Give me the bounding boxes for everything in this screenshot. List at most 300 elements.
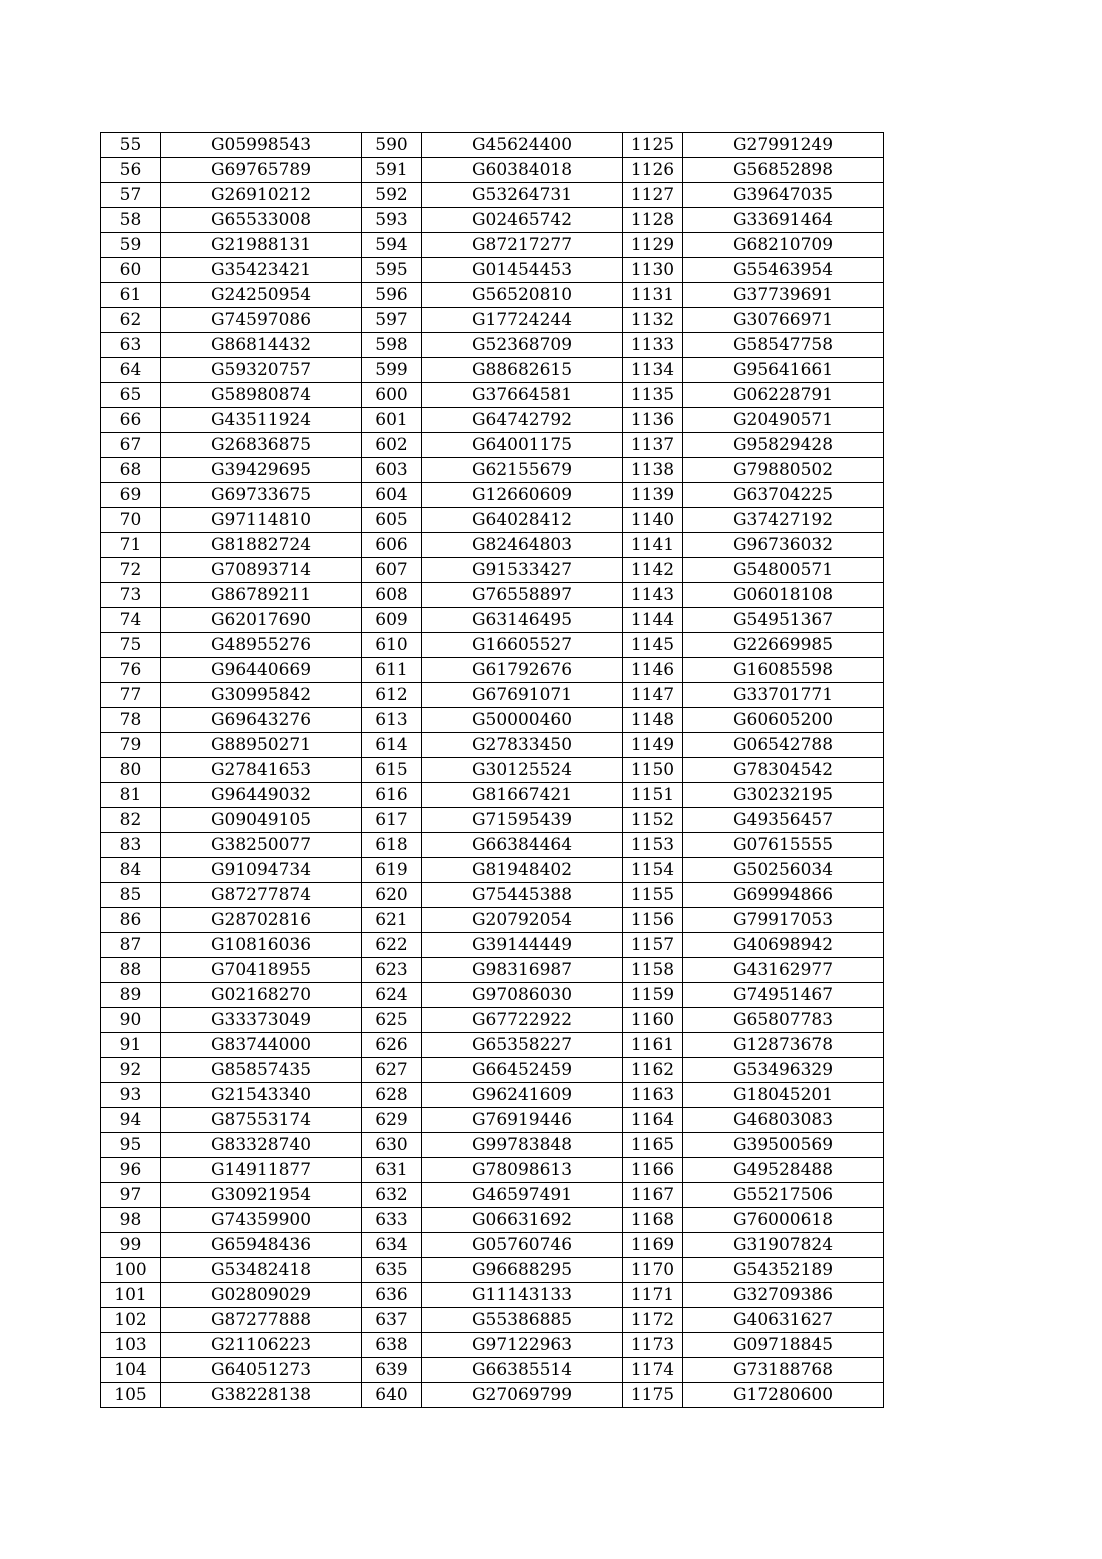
row-number-cell: 78 <box>101 708 161 733</box>
row-number-cell: 72 <box>101 558 161 583</box>
row-number-cell: 58 <box>101 208 161 233</box>
table-row <box>101 508 884 533</box>
row-number-cell: 99 <box>101 1233 161 1258</box>
row-number-cell: 637 <box>362 1308 422 1333</box>
row-number-cell: 1136 <box>623 408 683 433</box>
table-row <box>101 183 884 208</box>
row-number-cell: 633 <box>362 1208 422 1233</box>
code-cell: G02809029 <box>161 1283 362 1308</box>
row-number-cell: 66 <box>101 408 161 433</box>
code-cell: G37664581 <box>422 383 623 408</box>
code-cell: G74951467 <box>683 983 884 1008</box>
code-cell: G66384464 <box>422 833 623 858</box>
code-cell: G78304542 <box>683 758 884 783</box>
row-number-cell: 591 <box>362 158 422 183</box>
row-number-cell: 594 <box>362 233 422 258</box>
row-number-cell: 60 <box>101 258 161 283</box>
code-cell: G56852898 <box>683 158 884 183</box>
table-row <box>101 758 884 783</box>
row-number-cell: 605 <box>362 508 422 533</box>
row-number-cell: 61 <box>101 283 161 308</box>
code-cell: G81882724 <box>161 533 362 558</box>
table-row <box>101 1183 884 1208</box>
row-number-cell: 101 <box>101 1283 161 1308</box>
code-cell: G87217277 <box>422 233 623 258</box>
table-row <box>101 558 884 583</box>
code-cell: G96440669 <box>161 658 362 683</box>
code-cell: G21106223 <box>161 1333 362 1358</box>
row-number-cell: 606 <box>362 533 422 558</box>
table-row <box>101 808 884 833</box>
row-number-cell: 80 <box>101 758 161 783</box>
code-cell: G48955276 <box>161 633 362 658</box>
code-cell: G09718845 <box>683 1333 884 1358</box>
table-row <box>101 1033 884 1058</box>
row-number-cell: 596 <box>362 283 422 308</box>
row-number-cell: 618 <box>362 833 422 858</box>
table-row <box>101 1383 884 1408</box>
row-number-cell: 1161 <box>623 1033 683 1058</box>
row-number-cell: 602 <box>362 433 422 458</box>
code-cell: G97114810 <box>161 508 362 533</box>
code-cell: G49356457 <box>683 808 884 833</box>
row-number-cell: 640 <box>362 1383 422 1408</box>
row-number-cell: 1155 <box>623 883 683 908</box>
row-number-cell: 1149 <box>623 733 683 758</box>
row-number-cell: 96 <box>101 1158 161 1183</box>
row-number-cell: 92 <box>101 1058 161 1083</box>
row-number-cell: 1166 <box>623 1158 683 1183</box>
table-row <box>101 358 884 383</box>
table-body <box>101 133 884 1408</box>
code-cell: G27833450 <box>422 733 623 758</box>
code-cell: G30995842 <box>161 683 362 708</box>
row-number-cell: 601 <box>362 408 422 433</box>
code-cell: G69643276 <box>161 708 362 733</box>
code-cell: G31907824 <box>683 1233 884 1258</box>
code-cell: G78098613 <box>422 1158 623 1183</box>
row-number-cell: 57 <box>101 183 161 208</box>
row-number-cell: 597 <box>362 308 422 333</box>
row-number-cell: 1132 <box>623 308 683 333</box>
code-cell: G88950271 <box>161 733 362 758</box>
row-number-cell: 613 <box>362 708 422 733</box>
table-row <box>101 883 884 908</box>
code-cell: G83744000 <box>161 1033 362 1058</box>
code-cell: G28702816 <box>161 908 362 933</box>
row-number-cell: 1168 <box>623 1208 683 1233</box>
row-number-cell: 90 <box>101 1008 161 1033</box>
code-cell: G16605527 <box>422 633 623 658</box>
table-row <box>101 958 884 983</box>
data-table <box>100 132 884 1408</box>
code-cell: G88682615 <box>422 358 623 383</box>
code-cell: G69765789 <box>161 158 362 183</box>
row-number-cell: 71 <box>101 533 161 558</box>
table-row <box>101 308 884 333</box>
code-cell: G06542788 <box>683 733 884 758</box>
code-cell: G97086030 <box>422 983 623 1008</box>
code-cell: G06018108 <box>683 583 884 608</box>
code-cell: G65948436 <box>161 1233 362 1258</box>
row-number-cell: 91 <box>101 1033 161 1058</box>
row-number-cell: 600 <box>362 383 422 408</box>
code-cell: G82464803 <box>422 533 623 558</box>
code-cell: G05760746 <box>422 1233 623 1258</box>
row-number-cell: 624 <box>362 983 422 1008</box>
row-number-cell: 1175 <box>623 1383 683 1408</box>
code-cell: G66452459 <box>422 1058 623 1083</box>
code-cell: G50256034 <box>683 858 884 883</box>
code-cell: G79917053 <box>683 908 884 933</box>
code-cell: G69994866 <box>683 883 884 908</box>
row-number-cell: 593 <box>362 208 422 233</box>
code-cell: G43162977 <box>683 958 884 983</box>
code-cell: G96449032 <box>161 783 362 808</box>
code-cell: G53496329 <box>683 1058 884 1083</box>
row-number-cell: 603 <box>362 458 422 483</box>
row-number-cell: 1125 <box>623 133 683 158</box>
code-cell: G74359900 <box>161 1208 362 1233</box>
row-number-cell: 632 <box>362 1183 422 1208</box>
row-number-cell: 638 <box>362 1333 422 1358</box>
code-cell: G02168270 <box>161 983 362 1008</box>
code-cell: G55217506 <box>683 1183 884 1208</box>
code-cell: G07615555 <box>683 833 884 858</box>
code-cell: G70418955 <box>161 958 362 983</box>
row-number-cell: 86 <box>101 908 161 933</box>
code-cell: G55463954 <box>683 258 884 283</box>
code-cell: G60605200 <box>683 708 884 733</box>
code-cell: G16085598 <box>683 658 884 683</box>
row-number-cell: 611 <box>362 658 422 683</box>
row-number-cell: 75 <box>101 633 161 658</box>
table-row <box>101 1308 884 1333</box>
code-cell: G12660609 <box>422 483 623 508</box>
code-cell: G62017690 <box>161 608 362 633</box>
code-cell: G30921954 <box>161 1183 362 1208</box>
row-number-cell: 629 <box>362 1108 422 1133</box>
row-number-cell: 56 <box>101 158 161 183</box>
row-number-cell: 614 <box>362 733 422 758</box>
row-number-cell: 1147 <box>623 683 683 708</box>
row-number-cell: 609 <box>362 608 422 633</box>
code-cell: G67722922 <box>422 1008 623 1033</box>
code-cell: G65533008 <box>161 208 362 233</box>
row-number-cell: 610 <box>362 633 422 658</box>
code-cell: G10816036 <box>161 933 362 958</box>
code-cell: G33373049 <box>161 1008 362 1033</box>
row-number-cell: 621 <box>362 908 422 933</box>
code-cell: G97122963 <box>422 1333 623 1358</box>
table-row <box>101 1008 884 1033</box>
row-number-cell: 634 <box>362 1233 422 1258</box>
row-number-cell: 1159 <box>623 983 683 1008</box>
code-cell: G37427192 <box>683 508 884 533</box>
table-row <box>101 533 884 558</box>
row-number-cell: 1130 <box>623 258 683 283</box>
table-row <box>101 233 884 258</box>
row-number-cell: 1145 <box>623 633 683 658</box>
row-number-cell: 1163 <box>623 1083 683 1108</box>
row-number-cell: 1137 <box>623 433 683 458</box>
code-cell: G02465742 <box>422 208 623 233</box>
row-number-cell: 63 <box>101 333 161 358</box>
table-row <box>101 733 884 758</box>
code-cell: G75445388 <box>422 883 623 908</box>
code-cell: G56520810 <box>422 283 623 308</box>
code-cell: G35423421 <box>161 258 362 283</box>
code-cell: G64051273 <box>161 1358 362 1383</box>
table-row <box>101 833 884 858</box>
code-cell: G54800571 <box>683 558 884 583</box>
row-number-cell: 1154 <box>623 858 683 883</box>
row-number-cell: 1169 <box>623 1233 683 1258</box>
code-cell: G05998543 <box>161 133 362 158</box>
row-number-cell: 1133 <box>623 333 683 358</box>
row-number-cell: 102 <box>101 1308 161 1333</box>
row-number-cell: 1172 <box>623 1308 683 1333</box>
code-cell: G21988131 <box>161 233 362 258</box>
table-row <box>101 1333 884 1358</box>
row-number-cell: 598 <box>362 333 422 358</box>
table-row <box>101 708 884 733</box>
table-row <box>101 1233 884 1258</box>
row-number-cell: 1139 <box>623 483 683 508</box>
table-row <box>101 383 884 408</box>
code-cell: G38250077 <box>161 833 362 858</box>
code-cell: G09049105 <box>161 808 362 833</box>
code-cell: G96736032 <box>683 533 884 558</box>
row-number-cell: 105 <box>101 1383 161 1408</box>
row-number-cell: 79 <box>101 733 161 758</box>
table-row <box>101 583 884 608</box>
row-number-cell: 592 <box>362 183 422 208</box>
code-cell: G33691464 <box>683 208 884 233</box>
table-row <box>101 458 884 483</box>
code-cell: G27991249 <box>683 133 884 158</box>
code-cell: G87277888 <box>161 1308 362 1333</box>
code-cell: G18045201 <box>683 1083 884 1108</box>
code-cell: G76919446 <box>422 1108 623 1133</box>
row-number-cell: 1127 <box>623 183 683 208</box>
row-number-cell: 1142 <box>623 558 683 583</box>
code-cell: G21543340 <box>161 1083 362 1108</box>
code-cell: G63146495 <box>422 608 623 633</box>
row-number-cell: 74 <box>101 608 161 633</box>
row-number-cell: 1140 <box>623 508 683 533</box>
table-row <box>101 683 884 708</box>
row-number-cell: 1138 <box>623 458 683 483</box>
code-cell: G64001175 <box>422 433 623 458</box>
code-cell: G91094734 <box>161 858 362 883</box>
code-cell: G11143133 <box>422 1283 623 1308</box>
row-number-cell: 1170 <box>623 1258 683 1283</box>
code-cell: G30766971 <box>683 308 884 333</box>
row-number-cell: 1135 <box>623 383 683 408</box>
code-cell: G43511924 <box>161 408 362 433</box>
row-number-cell: 1141 <box>623 533 683 558</box>
row-number-cell: 1153 <box>623 833 683 858</box>
row-number-cell: 64 <box>101 358 161 383</box>
table-row <box>101 433 884 458</box>
row-number-cell: 94 <box>101 1108 161 1133</box>
row-number-cell: 627 <box>362 1058 422 1083</box>
row-number-cell: 55 <box>101 133 161 158</box>
row-number-cell: 639 <box>362 1358 422 1383</box>
code-cell: G17280600 <box>683 1383 884 1408</box>
code-cell: G32709386 <box>683 1283 884 1308</box>
row-number-cell: 1134 <box>623 358 683 383</box>
table-row <box>101 1283 884 1308</box>
row-number-cell: 83 <box>101 833 161 858</box>
code-cell: G76000618 <box>683 1208 884 1233</box>
row-number-cell: 68 <box>101 458 161 483</box>
code-cell: G96241609 <box>422 1083 623 1108</box>
row-number-cell: 608 <box>362 583 422 608</box>
code-cell: G67691071 <box>422 683 623 708</box>
code-cell: G86814432 <box>161 333 362 358</box>
code-cell: G71595439 <box>422 808 623 833</box>
code-cell: G14911877 <box>161 1158 362 1183</box>
code-cell: G81948402 <box>422 858 623 883</box>
row-number-cell: 630 <box>362 1133 422 1158</box>
code-cell: G79880502 <box>683 458 884 483</box>
code-cell: G27841653 <box>161 758 362 783</box>
code-cell: G99783848 <box>422 1133 623 1158</box>
row-number-cell: 631 <box>362 1158 422 1183</box>
row-number-cell: 89 <box>101 983 161 1008</box>
row-number-cell: 76 <box>101 658 161 683</box>
code-cell: G81667421 <box>422 783 623 808</box>
table-row <box>101 633 884 658</box>
code-cell: G26836875 <box>161 433 362 458</box>
code-cell: G40631627 <box>683 1308 884 1333</box>
row-number-cell: 93 <box>101 1083 161 1108</box>
row-number-cell: 88 <box>101 958 161 983</box>
row-number-cell: 85 <box>101 883 161 908</box>
row-number-cell: 620 <box>362 883 422 908</box>
code-cell: G86789211 <box>161 583 362 608</box>
code-cell: G74597086 <box>161 308 362 333</box>
row-number-cell: 623 <box>362 958 422 983</box>
code-cell: G39144449 <box>422 933 623 958</box>
row-number-cell: 69 <box>101 483 161 508</box>
row-number-cell: 1146 <box>623 658 683 683</box>
row-number-cell: 1151 <box>623 783 683 808</box>
code-cell: G26910212 <box>161 183 362 208</box>
code-cell: G62155679 <box>422 458 623 483</box>
code-cell: G22669985 <box>683 633 884 658</box>
code-cell: G38228138 <box>161 1383 362 1408</box>
row-number-cell: 599 <box>362 358 422 383</box>
row-number-cell: 84 <box>101 858 161 883</box>
code-cell: G83328740 <box>161 1133 362 1158</box>
table-row <box>101 258 884 283</box>
table-row <box>101 608 884 633</box>
code-cell: G54352189 <box>683 1258 884 1283</box>
row-number-cell: 635 <box>362 1258 422 1283</box>
code-cell: G46803083 <box>683 1108 884 1133</box>
row-number-cell: 65 <box>101 383 161 408</box>
code-cell: G24250954 <box>161 283 362 308</box>
code-cell: G06631692 <box>422 1208 623 1233</box>
row-number-cell: 82 <box>101 808 161 833</box>
code-cell: G12873678 <box>683 1033 884 1058</box>
code-cell: G98316987 <box>422 958 623 983</box>
code-cell: G39647035 <box>683 183 884 208</box>
code-cell: G17724244 <box>422 308 623 333</box>
row-number-cell: 73 <box>101 583 161 608</box>
row-number-cell: 626 <box>362 1033 422 1058</box>
row-number-cell: 1148 <box>623 708 683 733</box>
code-cell: G64028412 <box>422 508 623 533</box>
table-row <box>101 858 884 883</box>
table-row <box>101 1258 884 1283</box>
row-number-cell: 87 <box>101 933 161 958</box>
code-cell: G69733675 <box>161 483 362 508</box>
row-number-cell: 1157 <box>623 933 683 958</box>
code-cell: G64742792 <box>422 408 623 433</box>
row-number-cell: 1173 <box>623 1333 683 1358</box>
table-row <box>101 208 884 233</box>
code-cell: G76558897 <box>422 583 623 608</box>
row-number-cell: 59 <box>101 233 161 258</box>
code-cell: G95641661 <box>683 358 884 383</box>
row-number-cell: 1160 <box>623 1008 683 1033</box>
code-cell: G45624400 <box>422 133 623 158</box>
row-number-cell: 1131 <box>623 283 683 308</box>
code-cell: G60384018 <box>422 158 623 183</box>
code-cell: G53264731 <box>422 183 623 208</box>
code-cell: G30232195 <box>683 783 884 808</box>
row-number-cell: 1156 <box>623 908 683 933</box>
row-number-cell: 1171 <box>623 1283 683 1308</box>
row-number-cell: 1167 <box>623 1183 683 1208</box>
table-row <box>101 1208 884 1233</box>
table-row <box>101 283 884 308</box>
code-cell: G95829428 <box>683 433 884 458</box>
code-cell: G91533427 <box>422 558 623 583</box>
table-row <box>101 983 884 1008</box>
code-cell: G61792676 <box>422 658 623 683</box>
row-number-cell: 1143 <box>623 583 683 608</box>
row-number-cell: 628 <box>362 1083 422 1108</box>
row-number-cell: 1129 <box>623 233 683 258</box>
code-cell: G06228791 <box>683 383 884 408</box>
code-cell: G58980874 <box>161 383 362 408</box>
row-number-cell: 1152 <box>623 808 683 833</box>
table-row <box>101 1083 884 1108</box>
code-cell: G55386885 <box>422 1308 623 1333</box>
code-cell: G65807783 <box>683 1008 884 1033</box>
code-cell: G70893714 <box>161 558 362 583</box>
row-number-cell: 604 <box>362 483 422 508</box>
table-row <box>101 133 884 158</box>
row-number-cell: 607 <box>362 558 422 583</box>
table-row <box>101 333 884 358</box>
code-cell: G73188768 <box>683 1358 884 1383</box>
code-cell: G27069799 <box>422 1383 623 1408</box>
table-row <box>101 158 884 183</box>
row-number-cell: 1165 <box>623 1133 683 1158</box>
code-cell: G37739691 <box>683 283 884 308</box>
code-cell: G63704225 <box>683 483 884 508</box>
table-row <box>101 933 884 958</box>
table-row <box>101 658 884 683</box>
code-cell: G20792054 <box>422 908 623 933</box>
row-number-cell: 1162 <box>623 1058 683 1083</box>
